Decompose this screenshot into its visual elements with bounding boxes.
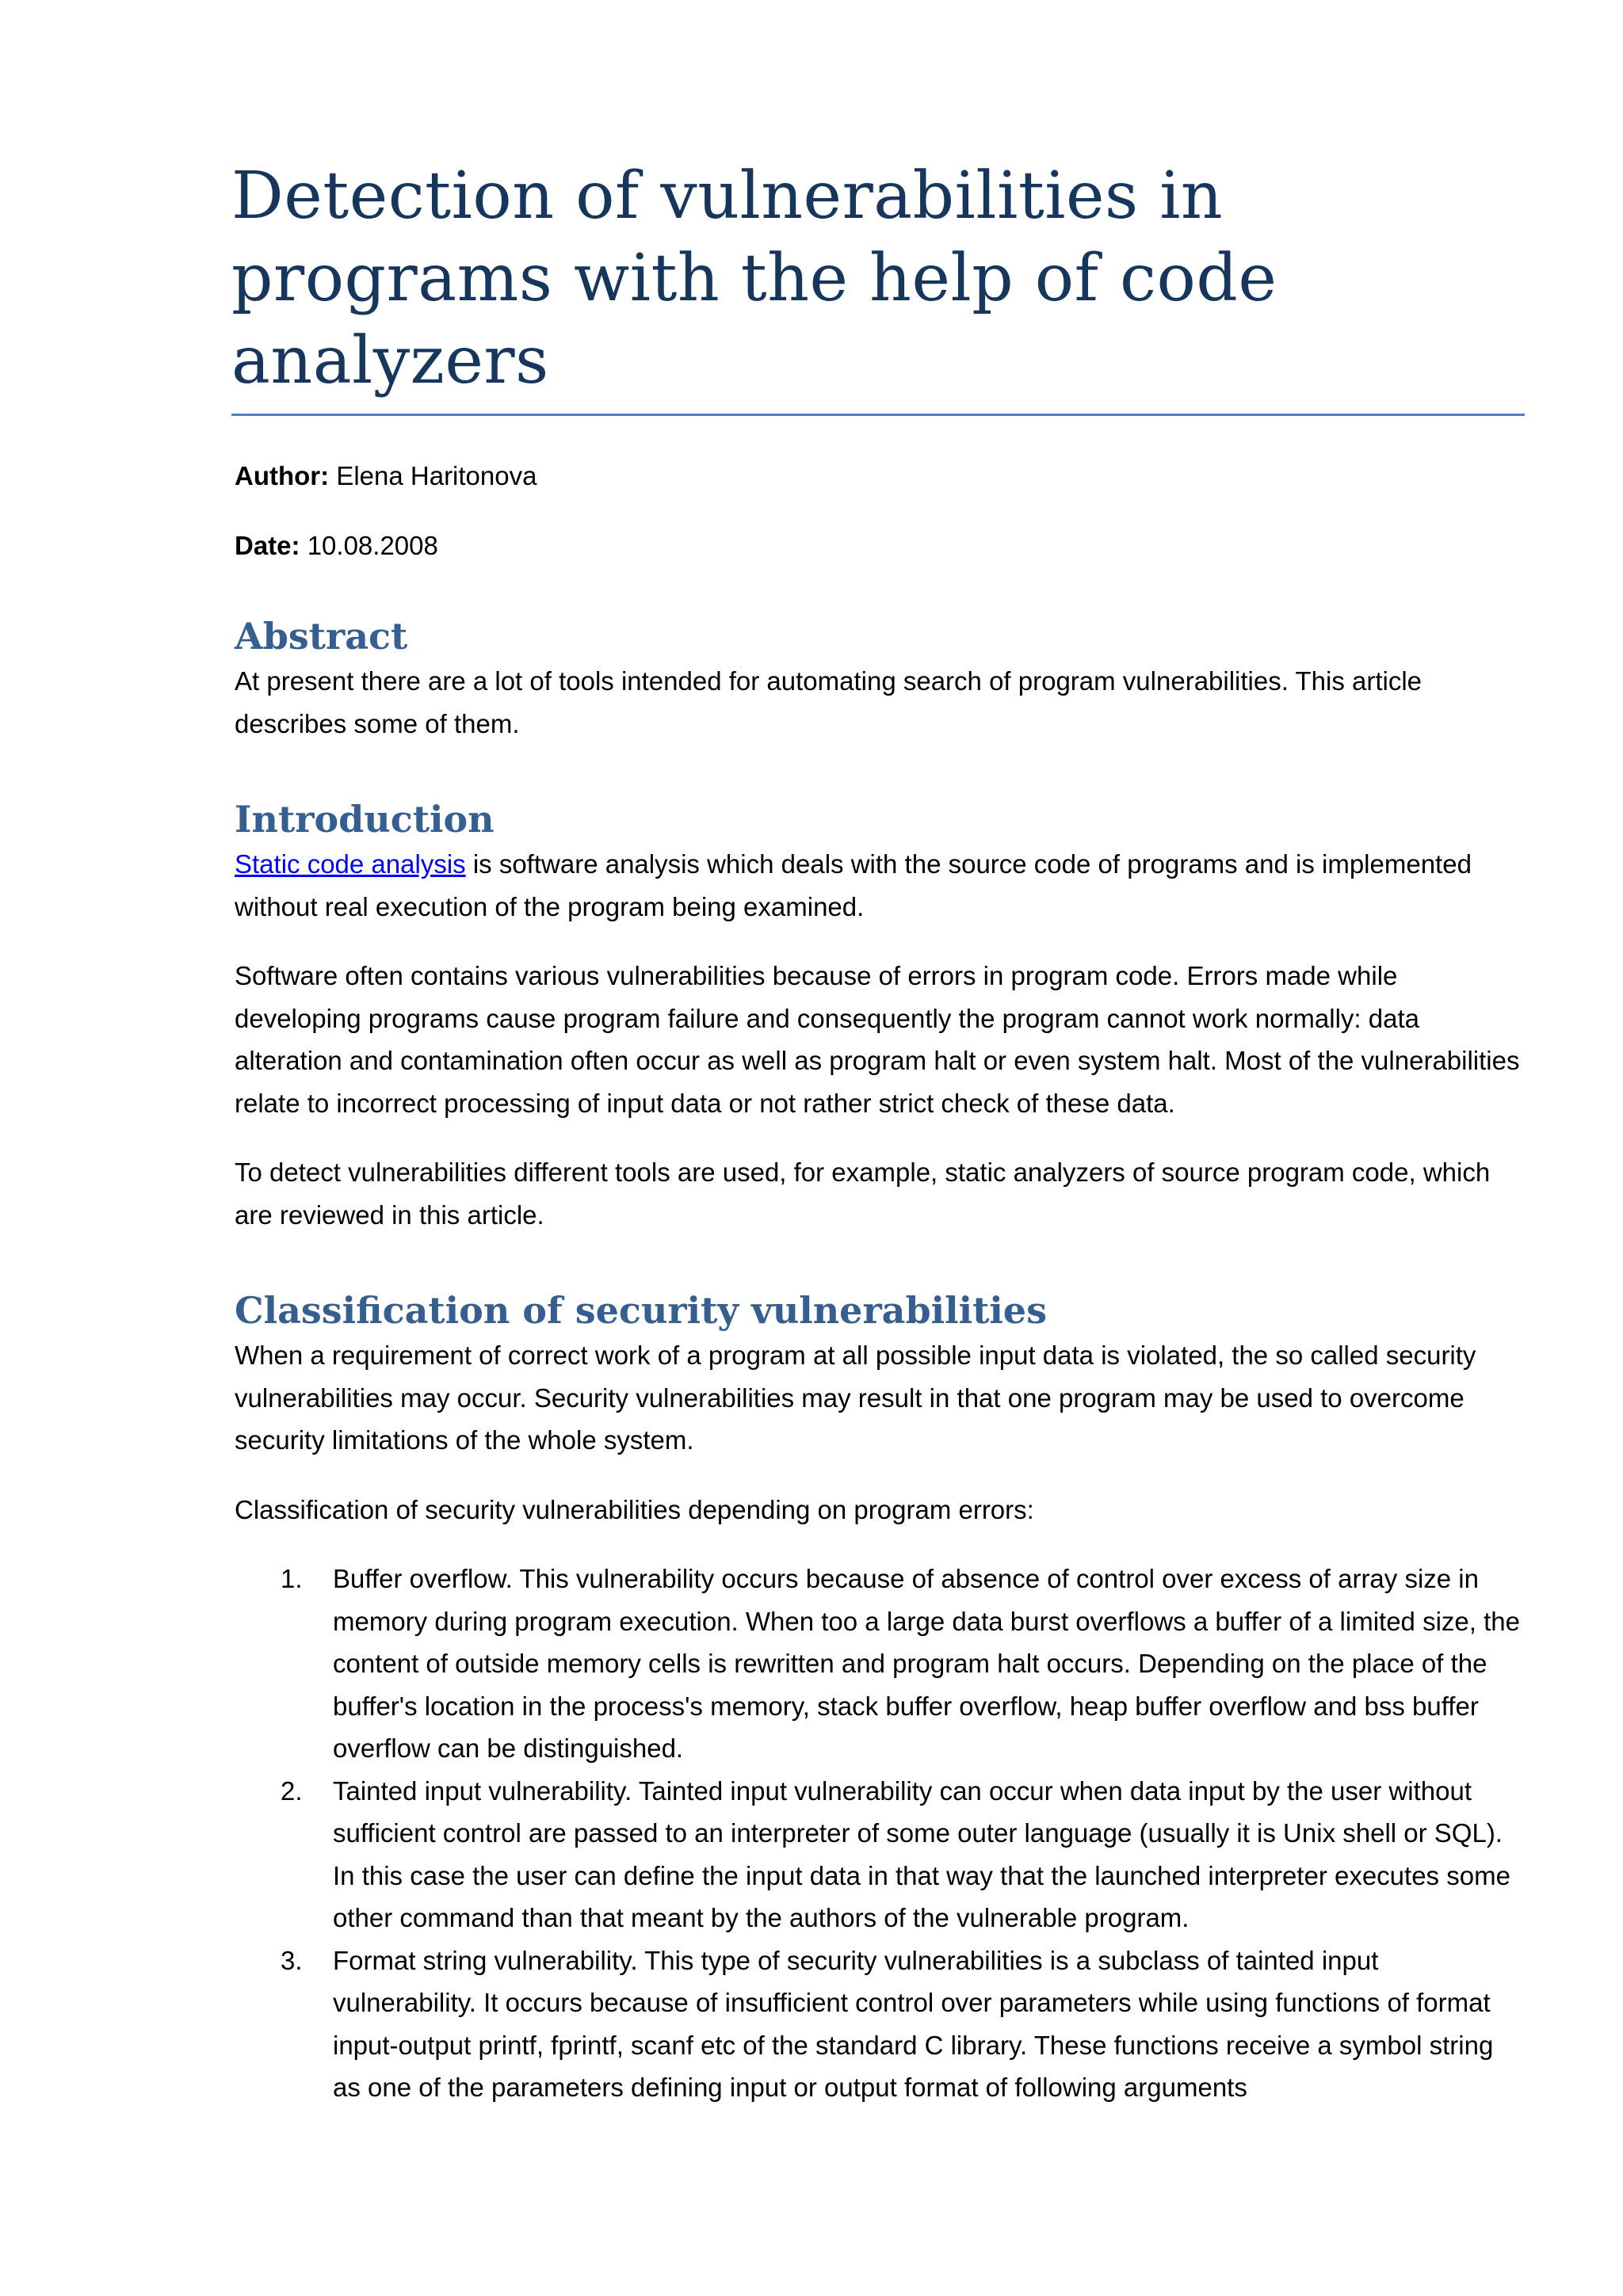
introduction-paragraph-1-text: is software analysis which deals with the source code of programs and is implemented without real execution of the program being examined. bbox=[235, 849, 1472, 921]
author-label: Author: bbox=[235, 461, 330, 490]
date-line bbox=[235, 528, 1528, 563]
document-content bbox=[231, 155, 1528, 2109]
abstract-heading: Abstract bbox=[235, 615, 408, 658]
list-item-number: 2. bbox=[281, 1775, 303, 1806]
document-title: Detection of vulnerabilities in programs with the help of code analyzers bbox=[231, 155, 1525, 416]
list-item bbox=[235, 1939, 1528, 2109]
vulnerability-list bbox=[235, 1558, 1528, 2109]
spacer bbox=[235, 745, 1528, 795]
spacer bbox=[235, 563, 1528, 612]
classification-paragraph-2: Classification of security vulnerabilities depending on program errors: bbox=[235, 1494, 1034, 1524]
spacer bbox=[235, 1236, 1528, 1287]
abstract-text: At present there are a lot of tools intended for automating search of program vulnerabilities. This article describes some of them. bbox=[235, 666, 1423, 738]
introduction-heading: Introduction bbox=[235, 798, 495, 841]
classification-paragraph-1: When a requirement of correct work of a program at all possible input data is violated, the so called security vulnerabilities may occur. Security vulnerabilities may result in that one program may be used to overcome security limitations of the whole system. bbox=[235, 1341, 1476, 1455]
static-code-analysis-link[interactable]: Static code analysis bbox=[235, 849, 466, 879]
spacer bbox=[235, 1531, 1528, 1558]
spacer bbox=[235, 1124, 1528, 1151]
list-item bbox=[235, 1770, 1528, 1939]
list-item bbox=[235, 1558, 1528, 1770]
classification-heading: Classification of security vulnerabilities bbox=[235, 1289, 1047, 1332]
introduction-paragraph-1 bbox=[235, 843, 1528, 928]
list-item-number: 3. bbox=[281, 1945, 303, 1975]
author-value: Elena Haritonova bbox=[336, 461, 537, 490]
date-label: Date: bbox=[235, 531, 300, 560]
author-line bbox=[235, 459, 1528, 494]
spacer bbox=[235, 928, 1528, 955]
list-item-number: 1. bbox=[281, 1564, 303, 1593]
list-item-text: Tainted input vulnerability. Tainted input vulnerability can occur when data input by the user without sufficient control are passed to an interpreter of some outer language (usually it is Unix shell or SQL). In this case the user can define the input data in that way that the launched interpreter executes some other command than that meant by the authors of the vulnerable program. bbox=[333, 1775, 1510, 1932]
introduction-paragraph-2: Software often contains various vulnerabilities because of errors in program code. Errors made while developing programs cause program failure and consequently the program cannot work normally: data alteration and contamination often occur as well as program halt or even system halt. Most of the vulnerabilities relate to incorrect processing of input data or not rather strict check of these data. bbox=[235, 961, 1520, 1118]
date-value: 10.08.2008 bbox=[307, 531, 438, 560]
introduction-paragraph-3: To detect vulnerabilities different tools are used, for example, static analyzers of source program code, which are reviewed in this article. bbox=[235, 1158, 1491, 1230]
list-item-text: Buffer overflow. This vulnerability occurs because of absence of control over excess of array size in memory during program execution. When too a large data burst overflows a buffer of a limited size, the content of outside memory cells is rewritten and program halt occurs. Depending on the place of the buffer's location in the process's memory, stack buffer overflow, heap buffer overflow and bss buffer overflow can be distinguished. bbox=[333, 1564, 1520, 1763]
spacer bbox=[235, 1462, 1528, 1489]
list-item-text: Format string vulnerability. This type of security vulnerabilities is a subclass of tainted input vulnerability. It occurs because of insufficient control over parameters while using functions of format input-output printf, fprintf, scanf etc of the standard C library. These functions receive a symbol string as one of the parameters defining input or output format of following arguments bbox=[333, 1945, 1494, 2102]
